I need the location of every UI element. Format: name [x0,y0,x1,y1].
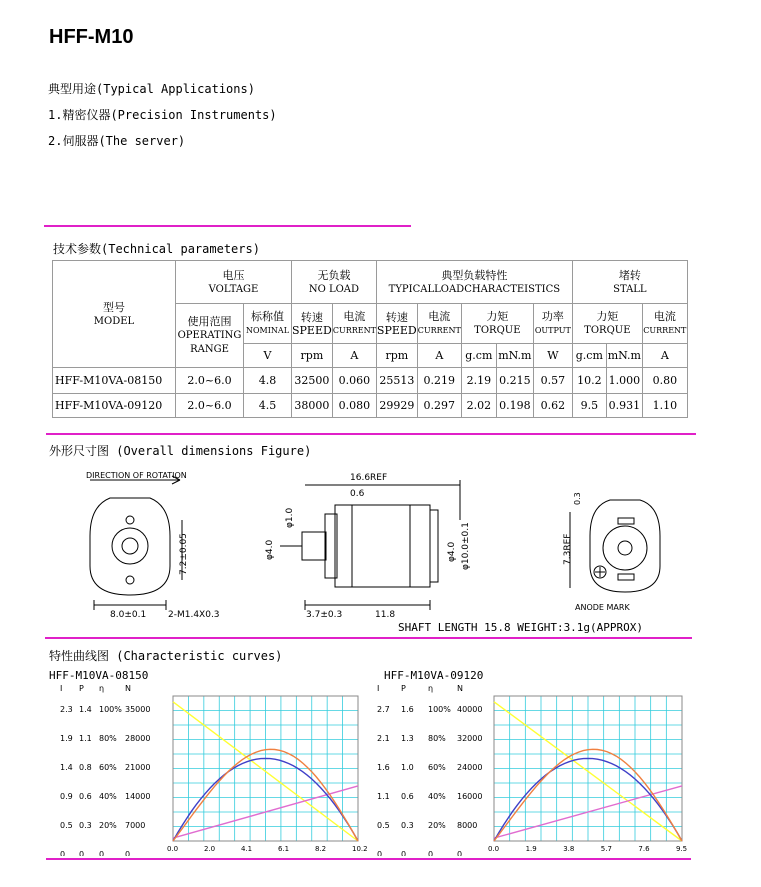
model-header: 型号 MODEL [53,261,176,368]
y-tick-label: 1.6 [377,763,390,772]
x-tick-label: 8.2 [315,845,327,853]
table-cell: 0.931 [606,394,642,418]
divider [46,858,691,860]
unit-cell: mN.m [606,344,642,368]
table-cell: 32500 [292,368,333,394]
table-cell: 4.8 [244,368,292,394]
motor-front-outline [90,498,170,595]
y-tick-label: 40% [428,792,446,801]
y-tick-label: 1.4 [60,763,73,772]
unit-cell: mN.m [496,344,533,368]
axis-head-label: P [79,684,84,693]
y-tick-label: 0 [428,850,434,856]
table-cell: 0.215 [496,368,533,394]
dims-heading: 外形尺寸图 (Overall dimensions Figure) [49,444,312,458]
y-tick-label: 0.6 [79,792,92,801]
chart-09120 [373,682,689,856]
y-tick-label: 2.7 [377,705,390,714]
y-tick-label: 0.6 [401,792,414,801]
y-tick-label: 8000 [457,821,478,830]
y-tick-label: 1.9 [60,734,73,743]
x-tick-label: 5.7 [600,845,612,853]
y-tick-label: 40% [99,792,117,801]
table-cell: 2.0~6.0 [176,368,244,394]
table-cell: 25513 [376,368,417,394]
x-tick-label: 0.0 [167,845,179,853]
dim-label: 7.3REF [563,533,573,565]
dimension-drawing [70,470,700,620]
axis-head-label: I [60,684,63,693]
unit-cell: rpm [376,344,417,368]
y-tick-label: 1.1 [79,734,92,743]
x-tick-label: 10.2 [352,845,368,853]
table-cell: 0.297 [417,394,461,418]
page-title: HFF-M10 [49,26,134,48]
y-tick-label: 14000 [125,792,151,801]
y-tick-label: 40000 [457,705,483,714]
axis-head-label: η [99,684,105,693]
y-tick-label: 0.3 [401,821,414,830]
axis-head-label: η [428,684,434,693]
unit-cell: W [533,344,572,368]
y-tick-label: 0 [125,850,131,856]
table-cell: 0.57 [533,368,572,394]
dim-label: φ10.0±0.1 [461,522,471,570]
y-tick-label: 0.5 [60,821,73,830]
y-tick-label: 16000 [457,792,483,801]
table-cell: 10.2 [572,368,606,394]
curves-heading: 特性曲线图 (Characteristic curves) [49,649,283,663]
divider [46,433,696,435]
unit-cell: A [332,344,376,368]
dim-label: φ4.0 [265,539,275,560]
table-cell: 1.10 [642,394,687,418]
table-cell: 29929 [376,394,417,418]
unit-cell: V [244,344,292,368]
unit-cell: A [417,344,461,368]
y-tick-label: 1.6 [401,705,414,714]
y-tick-label: 0.3 [79,821,92,830]
current-header: 电流 CURRENT [332,304,376,344]
y-tick-label: 7000 [125,821,146,830]
typical-header: 典型负载特性 TYPICALLOADCHARACTEISTICS [376,261,572,304]
y-tick-label: 32000 [457,734,483,743]
dim-label: 11.8 [375,610,396,620]
shaft-note: SHAFT LENGTH 15.8 WEIGHT:3.1g(APPROX) [398,621,644,634]
table-cell: 0.198 [496,394,533,418]
x-tick-label: 0.0 [488,845,500,853]
speed-header: 转速 SPEED [376,304,417,344]
table-cell: 9.5 [572,394,606,418]
op-range-header: 使用范围 OPERATING RANGE [176,304,244,368]
chart-title: HFF-M10VA-08150 [49,669,149,682]
dim-label: 0.3 [573,492,582,505]
direction-label: DIRECTION OF ROTATION [86,471,187,480]
y-tick-label: 35000 [125,705,151,714]
x-tick-label: 4.1 [241,845,253,853]
unit-cell: A [642,344,687,368]
dim-label: φ4.0 [447,541,457,562]
y-tick-label: 60% [99,763,117,772]
x-tick-label: 2.0 [204,845,216,853]
dim-label: 8.0±0.1 [110,610,147,620]
y-tick-label: 100% [428,705,451,714]
y-tick-label: 24000 [457,763,483,772]
unit-cell: g.cm [461,344,496,368]
axis-head-label: P [401,684,406,693]
table-cell: 0.219 [417,368,461,394]
speed-header: 转速 SPEED [292,304,333,344]
y-tick-label: 20% [99,821,117,830]
y-tick-label: 1.0 [401,763,414,772]
table-cell: 2.19 [461,368,496,394]
table-cell: 0.080 [332,394,376,418]
x-tick-label: 6.1 [278,845,290,853]
y-tick-label: 2.3 [60,705,73,714]
dim-label: 0.6 [350,489,365,499]
table-cell: 0.060 [332,368,376,394]
unit-cell: g.cm [572,344,606,368]
axis-head-label: N [457,684,463,693]
divider [44,225,411,227]
y-tick-label: 0 [79,850,85,856]
y-tick-label: 0 [401,850,407,856]
current-header: 电流 CURRENT [417,304,461,344]
divider [45,637,692,639]
y-tick-label: 0 [60,850,66,856]
tech-heading: 技术参数(Technical parameters) [53,242,260,256]
table-cell: 0.62 [533,394,572,418]
y-tick-label: 0.9 [60,792,73,801]
y-tick-label: 0.8 [79,763,92,772]
table-cell: 38000 [292,394,333,418]
y-tick-label: 0.5 [377,821,390,830]
dim-label: 3.7±0.3 [306,610,343,620]
y-tick-label: 2.1 [377,734,390,743]
table-cell: 2.0~6.0 [176,394,244,418]
dim-label: φ1.0 [285,507,295,528]
y-tick-label: 20% [428,821,446,830]
y-tick-label: 60% [428,763,446,772]
dim-label: 16.6REF [350,473,388,483]
table-cell: 2.02 [461,394,496,418]
x-tick-label: 9.5 [676,845,688,853]
x-tick-label: 1.9 [525,845,537,853]
y-tick-label: 80% [99,734,117,743]
torque-header: 力矩 TORQUE [572,304,642,344]
y-tick-label: 21000 [125,763,151,772]
axis-head-label: I [377,684,380,693]
x-tick-label: 3.8 [563,845,575,853]
table-cell: 4.5 [244,394,292,418]
x-tick-label: 7.6 [638,845,650,853]
torque-header: 力矩 TORQUE [461,304,533,344]
stall-header: 堵转 STALL [572,261,687,304]
chart-08150 [52,682,368,856]
application-item: 2.伺服器(The server) [48,134,186,148]
y-tick-label: 1.4 [79,705,92,714]
y-tick-label: 100% [99,705,122,714]
table-cell: 0.80 [642,368,687,394]
unit-cell: rpm [292,344,333,368]
y-tick-label: 0 [457,850,463,856]
y-tick-label: 1.1 [377,792,390,801]
noload-header: 无负载 NO LOAD [292,261,377,304]
y-tick-label: 0 [377,850,383,856]
spec-table [52,260,688,418]
anode-label: ANODE MARK [575,603,630,612]
output-header: 功率 OUTPUT [533,304,572,344]
applications-heading: 典型用途(Typical Applications) [48,82,255,96]
y-tick-label: 0 [99,850,105,856]
application-item: 1.精密仪器(Precision Instruments) [48,108,277,122]
model-cell: HFF-M10VA-09120 [53,394,176,418]
model-cell: HFF-M10VA-08150 [53,368,176,394]
current-header: 电流 CURRENT [642,304,687,344]
axis-head-label: N [125,684,131,693]
dim-label: 7.2±0.05 [179,533,189,575]
dim-label: 2-M1.4X0.3 [168,610,220,620]
y-tick-label: 80% [428,734,446,743]
chart-title: HFF-M10VA-09120 [384,669,484,682]
voltage-header: 电压 VOLTAGE [176,261,292,304]
nominal-header: 标称值 NOMINAL [244,304,292,344]
table-cell: 1.000 [606,368,642,394]
y-tick-label: 1.3 [401,734,414,743]
y-tick-label: 28000 [125,734,151,743]
